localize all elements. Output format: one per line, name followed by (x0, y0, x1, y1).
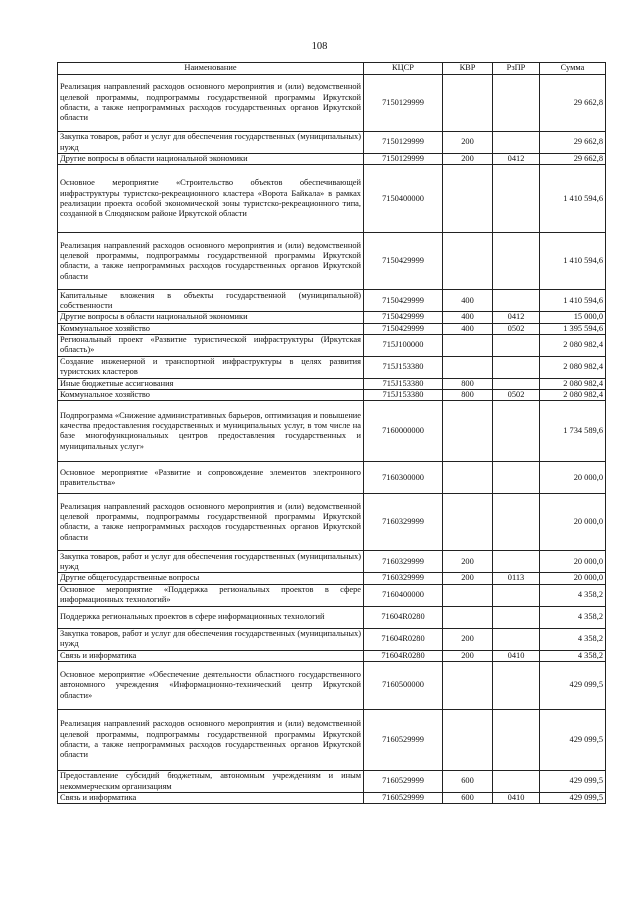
row-rzpr (493, 606, 540, 628)
row-kvr (443, 165, 493, 233)
row-kcsr: 7160329999 (364, 551, 443, 573)
row-rzpr (493, 233, 540, 290)
row-kvr: 200 (443, 132, 493, 154)
row-name: Закупка товаров, работ и услуг для обеспечения государственных (муниципальных) нужд (58, 551, 364, 573)
header-sum: Сумма (540, 63, 606, 75)
row-kvr: 800 (443, 378, 493, 389)
row-rzpr (493, 584, 540, 606)
row-sum: 429 099,5 (540, 710, 606, 771)
row-sum: 4 358,2 (540, 584, 606, 606)
row-kvr: 400 (443, 290, 493, 312)
row-name: Капитальные вложения в объекты государственной (муниципальной) собственности (58, 290, 364, 312)
row-kcsr: 7160529999 (364, 771, 443, 793)
row-sum: 20 000,0 (540, 573, 606, 584)
row-sum: 29 662,8 (540, 75, 606, 132)
row-kvr: 200 (443, 650, 493, 661)
row-kcsr: 7160400000 (364, 584, 443, 606)
row-kcsr: 715J153380 (364, 378, 443, 389)
row-sum: 1 410 594,6 (540, 233, 606, 290)
row-sum: 1 395 594,6 (540, 323, 606, 334)
row-sum: 2 080 982,4 (540, 356, 606, 378)
table-row (58, 710, 606, 771)
table-row (58, 165, 606, 233)
row-sum: 1 410 594,6 (540, 290, 606, 312)
table-row (58, 233, 606, 290)
row-sum: 20 000,0 (540, 462, 606, 494)
row-kcsr: 7150400000 (364, 165, 443, 233)
header-name: Наименование (58, 63, 364, 75)
table-row (58, 312, 606, 323)
row-kvr: 200 (443, 154, 493, 165)
row-rzpr (493, 771, 540, 793)
row-sum: 4 358,2 (540, 628, 606, 650)
table-row (58, 793, 606, 804)
row-kvr: 800 (443, 390, 493, 401)
row-kvr (443, 356, 493, 378)
budget-table (57, 62, 606, 804)
row-kvr: 600 (443, 771, 493, 793)
row-rzpr (493, 356, 540, 378)
row-kvr (443, 494, 493, 551)
row-kcsr: 7150129999 (364, 154, 443, 165)
table-row (58, 662, 606, 710)
row-sum: 29 662,8 (540, 132, 606, 154)
table-row (58, 650, 606, 661)
row-kvr (443, 75, 493, 132)
row-kvr (443, 334, 493, 356)
row-name: Предоставление субсидий бюджетным, автономным учреждениям и иным некоммерческим организациям (58, 771, 364, 793)
header-kcsr: КЦСР (364, 63, 443, 75)
row-kcsr: 7160329999 (364, 494, 443, 551)
row-kcsr: 7160000000 (364, 401, 443, 462)
row-name: Связь и информатика (58, 650, 364, 661)
row-rzpr (493, 334, 540, 356)
table-row (58, 771, 606, 793)
row-kcsr: 7160500000 (364, 662, 443, 710)
row-kcsr: 715J153380 (364, 390, 443, 401)
row-sum: 1 410 594,6 (540, 165, 606, 233)
row-kvr (443, 606, 493, 628)
table-row (58, 494, 606, 551)
row-kcsr: 71604R0280 (364, 606, 443, 628)
row-sum: 429 099,5 (540, 793, 606, 804)
row-rzpr (493, 75, 540, 132)
row-rzpr (493, 165, 540, 233)
row-kvr (443, 401, 493, 462)
row-rzpr: 0412 (493, 154, 540, 165)
row-kcsr: 7150129999 (364, 75, 443, 132)
row-name: Другие вопросы в области национальной экономики (58, 154, 364, 165)
row-rzpr: 0412 (493, 312, 540, 323)
row-kcsr: 715J153380 (364, 356, 443, 378)
row-name: Основное мероприятие «Развитие и сопровождение элементов электронного правительства» (58, 462, 364, 494)
row-name: Региональный проект «Развитие туристической инфраструктуры (Иркутская область)» (58, 334, 364, 356)
row-kvr: 200 (443, 573, 493, 584)
table-row (58, 75, 606, 132)
row-name: Другие общегосударственные вопросы (58, 573, 364, 584)
row-rzpr (493, 494, 540, 551)
row-kcsr: 71604R0280 (364, 650, 443, 661)
row-kcsr: 715J100000 (364, 334, 443, 356)
header-kvr: КВР (443, 63, 493, 75)
table-row (58, 401, 606, 462)
row-kvr (443, 584, 493, 606)
row-sum: 4 358,2 (540, 606, 606, 628)
table-row (58, 323, 606, 334)
row-rzpr (493, 710, 540, 771)
row-rzpr: 0502 (493, 390, 540, 401)
row-rzpr (493, 462, 540, 494)
row-name: Создание инженерной и транспортной инфраструктуры в целях развития туристских кластеров (58, 356, 364, 378)
row-kcsr: 7160529999 (364, 793, 443, 804)
row-rzpr: 0410 (493, 793, 540, 804)
row-rzpr: 0502 (493, 323, 540, 334)
row-sum: 1 734 589,6 (540, 401, 606, 462)
row-name: Закупка товаров, работ и услуг для обеспечения государственных (муниципальных) нужд (58, 132, 364, 154)
row-rzpr: 0113 (493, 573, 540, 584)
table-row (58, 154, 606, 165)
row-name: Связь и информатика (58, 793, 364, 804)
row-kvr (443, 710, 493, 771)
row-sum: 429 099,5 (540, 771, 606, 793)
header-rzpr: РзПР (493, 63, 540, 75)
row-kcsr: 71604R0280 (364, 628, 443, 650)
row-name: Основное мероприятие «Обеспечение деятельности областного государственного автономного учреждения «Информационно-технический центр Иркутской области» (58, 662, 364, 710)
row-kvr (443, 662, 493, 710)
row-sum: 2 080 982,4 (540, 378, 606, 389)
row-sum: 2 080 982,4 (540, 334, 606, 356)
row-rzpr (493, 628, 540, 650)
row-name: Поддержка региональных проектов в сфере информационных технологий (58, 606, 364, 628)
table-row (58, 356, 606, 378)
row-kvr: 400 (443, 323, 493, 334)
row-sum: 20 000,0 (540, 494, 606, 551)
table-row (58, 628, 606, 650)
row-rzpr (493, 401, 540, 462)
row-name: Подпрограмма «Снижение административных барьеров, оптимизация и повышение качества предоставления государственных и муниципальных услуг, в том числе на базе многофункциональных центров предоставления государственных и муниципальных услуг» (58, 401, 364, 462)
row-sum: 20 000,0 (540, 551, 606, 573)
row-name: Основное мероприятие «Поддержка региональных проектов в сфере информационных технологий» (58, 584, 364, 606)
row-rzpr (493, 378, 540, 389)
row-name: Реализация направлений расходов основного мероприятия и (или) ведомственной целевой программы, подпрограммы государственной программы Иркутской области, а также непрограммных расходов государственных органов Иркутской области (58, 710, 364, 771)
row-rzpr: 0410 (493, 650, 540, 661)
table-row (58, 390, 606, 401)
row-rzpr (493, 662, 540, 710)
row-kvr: 600 (443, 793, 493, 804)
table-row (58, 378, 606, 389)
row-kvr: 400 (443, 312, 493, 323)
row-kcsr: 7150429999 (364, 323, 443, 334)
row-kvr: 200 (443, 551, 493, 573)
row-name: Реализация направлений расходов основного мероприятия и (или) ведомственной целевой программы, подпрограммы государственной программы Иркутской области, а также непрограммных расходов государственных органов Иркутской области (58, 75, 364, 132)
table-row (58, 132, 606, 154)
row-kvr: 200 (443, 628, 493, 650)
row-name: Другие вопросы в области национальной экономики (58, 312, 364, 323)
row-name: Реализация направлений расходов основного мероприятия и (или) ведомственной целевой программы, подпрограммы государственной программы Иркутской области, а также непрограммных расходов государственных органов Иркутской области (58, 494, 364, 551)
row-name: Коммунальное хозяйство (58, 323, 364, 334)
row-sum: 4 358,2 (540, 650, 606, 661)
row-name: Реализация направлений расходов основного мероприятия и (или) ведомственной целевой программы, подпрограммы государственной программы Иркутской области, а также непрограммных расходов государственных органов Иркутской области (58, 233, 364, 290)
page-number: 108 (311, 41, 328, 52)
row-kcsr: 7150429999 (364, 312, 443, 323)
table-row (58, 606, 606, 628)
table-row (58, 462, 606, 494)
row-kvr (443, 462, 493, 494)
row-sum: 429 099,5 (540, 662, 606, 710)
row-rzpr (493, 290, 540, 312)
table-row (58, 551, 606, 573)
row-kcsr: 7150429999 (364, 233, 443, 290)
row-sum: 15 000,0 (540, 312, 606, 323)
row-name: Коммунальное хозяйство (58, 390, 364, 401)
row-sum: 29 662,8 (540, 154, 606, 165)
row-sum: 2 080 982,4 (540, 390, 606, 401)
row-name: Основное мероприятие «Строительство объектов обеспечивающей инфраструктуры туристско-рекреационного кластера «Ворота Байкала» в рамках реализации проекта особой экономической зоны туристско-рекреационного типа, созданной в Слюдянском районе Иркутской области (58, 165, 364, 233)
row-kcsr: 7150429999 (364, 290, 443, 312)
row-kcsr: 7160300000 (364, 462, 443, 494)
table-row (58, 584, 606, 606)
row-kcsr: 7160329999 (364, 573, 443, 584)
row-rzpr (493, 551, 540, 573)
table-header-row (58, 63, 606, 75)
row-name: Закупка товаров, работ и услуг для обеспечения государственных (муниципальных) нужд (58, 628, 364, 650)
table-row (58, 334, 606, 356)
row-kcsr: 7160529999 (364, 710, 443, 771)
row-kvr (443, 233, 493, 290)
row-name: Иные бюджетные ассигнования (58, 378, 364, 389)
table-row (58, 290, 606, 312)
row-kcsr: 7150129999 (364, 132, 443, 154)
table-row (58, 573, 606, 584)
row-rzpr (493, 132, 540, 154)
